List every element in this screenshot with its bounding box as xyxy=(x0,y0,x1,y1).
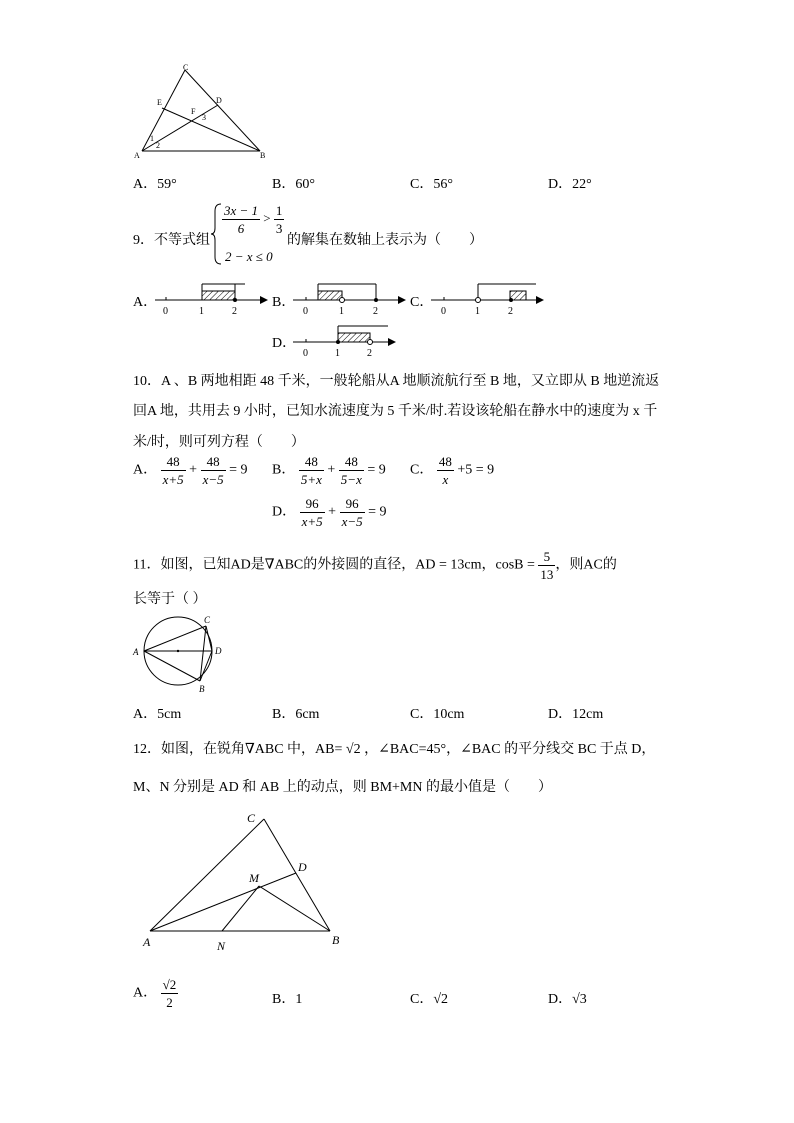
q9-option-d-label[interactable]: D． xyxy=(272,336,297,351)
q8-label-3: 3 xyxy=(202,113,206,122)
q12-option-b[interactable]: B．1 xyxy=(272,992,303,1007)
q8-triangle-figure xyxy=(130,62,280,162)
q9-inequality-2: 2 − x ≤ 0 xyxy=(225,249,273,264)
q9-option-c-label[interactable]: C． xyxy=(410,295,434,310)
svg-text:0: 0 xyxy=(441,306,446,317)
q11-option-a[interactable]: A．5cm xyxy=(133,707,182,722)
q10-option-b[interactable]: B． $\frac{48}{5+x}$ + $\frac{48}{5-x}$ = 9 xyxy=(272,454,386,487)
svg-text:D: D xyxy=(298,860,307,874)
svg-text:2: 2 xyxy=(373,306,378,317)
q9-numberline-d[interactable] xyxy=(288,322,406,362)
q9-numberline-a[interactable] xyxy=(150,280,268,320)
q9-inequality-1: $\frac{3x - 1}{6}$ > $\frac{1}{3}$ xyxy=(224,203,283,236)
q12-line-1: 12．如图，在锐角∇ABC 中，AB= √2 ，∠BAC=45°，∠BAC 的平分线交 BC 于点 D， xyxy=(133,742,656,757)
svg-text:M: M xyxy=(249,871,259,885)
q8-label-b: B xyxy=(260,151,266,160)
q9-frac-right: $\frac{1}{3}$ xyxy=(275,203,283,236)
q8-option-c[interactable]: C．56° xyxy=(410,177,453,192)
q10-option-a[interactable]: A． $\frac{48}{x+5}$ + $\frac{48}{x-5}$ = 9 xyxy=(133,454,248,487)
q8-option-a[interactable]: A．59° xyxy=(133,177,177,192)
q9-option-b-label[interactable]: B． xyxy=(272,295,296,310)
svg-text:1: 1 xyxy=(339,306,344,317)
q10-option-d[interactable]: D． $\frac{96}{x+5}$ + $\frac{96}{x-5}$ = 9 xyxy=(272,496,387,529)
q9-numberline-b[interactable] xyxy=(288,280,406,320)
svg-text:0: 0 xyxy=(303,306,308,317)
svg-text:N: N xyxy=(217,939,226,953)
svg-text:2: 2 xyxy=(508,306,513,317)
q8-option-b[interactable]: B．60° xyxy=(272,177,315,192)
q11-option-c[interactable]: C．10cm xyxy=(410,707,465,722)
q8-option-d[interactable]: D．22° xyxy=(548,177,592,192)
svg-text:A: A xyxy=(143,935,151,949)
svg-text:B: B xyxy=(199,684,205,694)
svg-text:D: D xyxy=(215,646,222,656)
svg-text:1: 1 xyxy=(475,306,480,317)
svg-text:0: 0 xyxy=(163,306,168,317)
q8-label-a: A xyxy=(134,151,140,160)
q9-frac-left: $\frac{3x - 1}{6}$ xyxy=(224,203,259,236)
svg-text:2: 2 xyxy=(232,306,237,317)
svg-text:2: 2 xyxy=(367,348,372,359)
svg-text:A: A xyxy=(133,647,139,657)
svg-text:1: 1 xyxy=(335,348,340,359)
q12-option-c[interactable]: C．√2 xyxy=(410,992,449,1007)
q8-label-2: 2 xyxy=(156,141,160,150)
q12-line-2: M、N 分别是 AD 和 AB 上的动点，则 BM+MN 的最小值是（ ） xyxy=(133,780,552,795)
q10-line-1: 10．A 、B 两地相距 48 千米，一般轮船从A 地顺流航行至 B 地，又立即从 B 地逆流返 xyxy=(133,374,660,389)
q8-label-f: F xyxy=(191,107,196,116)
q11-option-b[interactable]: B．6cm xyxy=(272,707,320,722)
q10-line-2: 回A 地，共用去 9 小时，已知水流速度为 5 千米/时.若设该轮船在静水中的速度为 x 千 xyxy=(133,404,658,419)
q9-numberline-c[interactable] xyxy=(426,280,544,320)
q12-option-a[interactable]: A． $\frac{√2}{2}$ xyxy=(133,977,177,1010)
q9-prefix: 9．不等式组 xyxy=(133,233,210,248)
svg-text:C: C xyxy=(204,615,211,625)
q9-suffix: 的解集在数轴上表示为（ ） xyxy=(287,233,483,248)
q12-option-d[interactable]: D．√3 xyxy=(548,992,587,1007)
svg-text:1: 1 xyxy=(199,306,204,317)
svg-text:C: C xyxy=(247,811,256,825)
q11-circle-figure xyxy=(130,613,230,695)
svg-text:B: B xyxy=(332,933,340,947)
q10-option-c[interactable]: C． $\frac{48}{x}$ +5 = 9 xyxy=(410,454,495,487)
q11-line-1: 11．如图，已知AD是∇ABC的外接圆的直径，AD = 13cm，cosB = $\frac{5}{13}$ ，则AC的 xyxy=(133,549,617,582)
q10-line-3: 米/时，则可列方程（ ） xyxy=(133,435,305,450)
q8-label-c: C xyxy=(183,63,189,72)
q9-option-a-label[interactable]: A． xyxy=(133,295,158,310)
q8-label-e: E xyxy=(157,98,162,107)
svg-text:0: 0 xyxy=(303,348,308,359)
q8-label-1: 1 xyxy=(150,134,154,143)
q8-label-d: D xyxy=(216,96,222,105)
q12-triangle-figure xyxy=(138,805,353,955)
q11-line-2: 长等于（ ） xyxy=(133,592,207,607)
q11-option-d[interactable]: D．12cm xyxy=(548,707,604,722)
